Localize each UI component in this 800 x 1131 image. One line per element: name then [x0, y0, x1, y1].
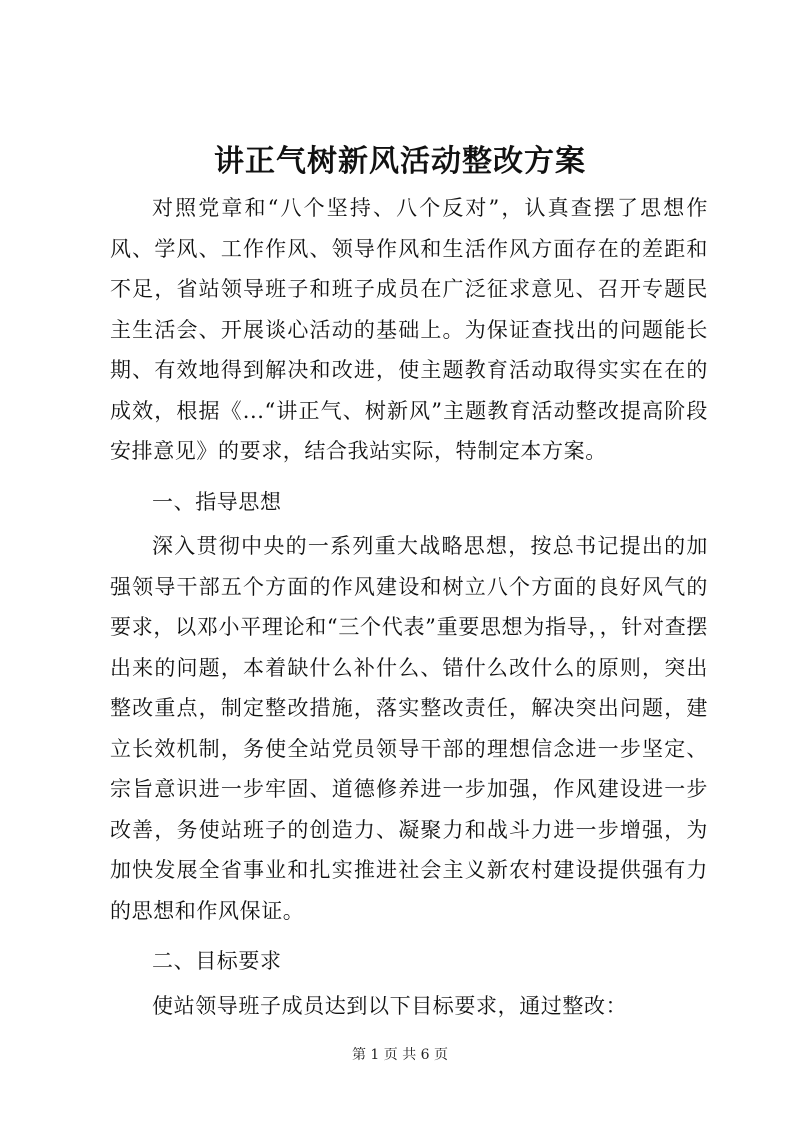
- guiding-ideology-paragraph: 深入贯彻中央的一系列重大战略思想，按总书记提出的加强领导干部五个方面的作风建设和树立八个方面的良好风气的要求，以邓小平理论和“三个代表”重要思想为指导，，针对查摆出来的问题，本着缺什么补什么、错什么改什么的原则，突出整改重点，制定整改措施，落实整改责任，解决突出问题，建立长效机制，务使全站党员领导干部的理想信念进一步坚定、宗旨意识进一步牢固、道德修养进一步加强，作风建设进一步改善，务使站班子的创造力、凝聚力和战斗力进一步增强，为加快发展全省事业和扎实推进社会主义新农村建设提供强有力的思想和作风保证。: [110, 534, 708, 923]
- document-body: [110, 188, 708, 1026]
- section-heading-goals: 二、目标要求: [152, 949, 282, 973]
- goals-paragraph: 使站领导班子成员达到以下目标要求，通过整改：: [152, 993, 628, 1018]
- section-heading-guiding-ideology: 一、指导思想: [152, 489, 282, 514]
- page-footer: 第 1 页 共 6 页: [351, 1047, 449, 1063]
- intro-paragraph: 对照党章和“八个坚持、八个反对”，认真查摆了思想作风、学风、工作作风、领导作风和生活作风方面存在的差距和不足，省站领导班子和班子成员在广泛征求意见、召开专题民主生活会、开展谈心活动的基础上。为保证查找出的问题能长期、有效地得到解决和改进，使主题教育活动取得实实在在的成效，根据《...“讲正气、树新风”主题教育活动整改提高阶段安排意见》的要求，结合我站实际，特制定本方案。: [110, 196, 708, 463]
- document-title: 讲正气树新风活动整改方案: [214, 144, 586, 179]
